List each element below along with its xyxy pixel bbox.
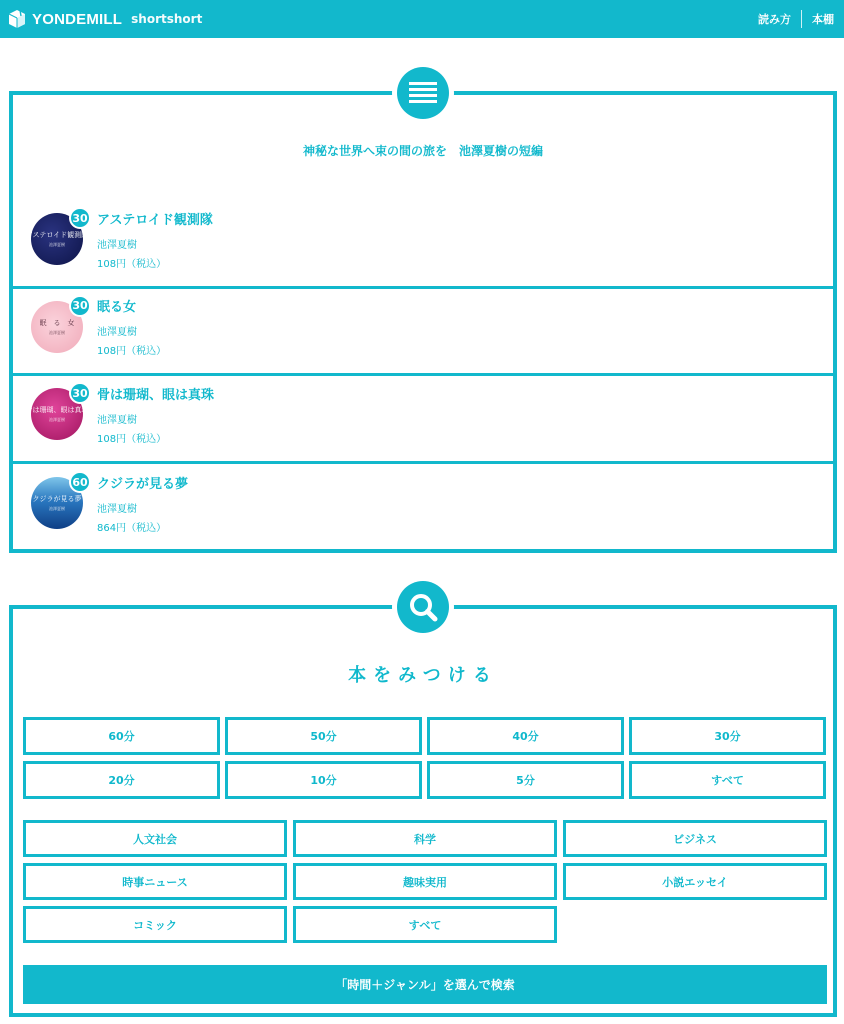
book-item[interactable] [13,464,833,552]
logo-text: YONDEMILL [32,10,123,28]
search-button[interactable]: 「時間＋ジャンル」を選んで検索 [23,965,827,1004]
genre-option-business[interactable]: ビジネス [563,820,827,857]
cover-title-text: クジラが見る夢 [32,495,82,504]
site-logo[interactable] [8,9,202,29]
genre-option-fiction-essay[interactable]: 小説エッセイ [563,863,827,900]
book-price: 108円（税込） [97,433,167,445]
time-option-30[interactable]: 30分 [629,717,826,755]
book-info [97,209,213,270]
nav-how-to-read[interactable]: 読み方 [758,13,791,26]
book-price: 108円（税込） [97,346,167,358]
find-books-panel [9,605,837,1017]
genre-filter-grid [23,820,827,943]
header-nav [748,10,836,28]
genre-option-news[interactable]: 時事ニュース [23,863,287,900]
minutes-badge: 60 [69,471,91,493]
search-icon [397,581,449,633]
book-title[interactable]: アステロイド観測隊 [97,212,213,228]
logo-subtitle: shortshort [131,12,203,26]
menu-lines-icon [397,67,449,119]
genre-option-comic[interactable]: コミック [23,906,287,943]
book-cube-icon [8,9,26,29]
cover-title-text: アステロイド観測隊 [25,231,89,240]
book-info [97,296,166,357]
book-title[interactable]: 骨は珊瑚、眼は真珠 [97,387,215,403]
book-cover[interactable] [31,475,88,531]
collection-panel [9,91,837,553]
book-cover[interactable] [25,386,89,442]
cover-author-text: 池澤夏樹 [49,417,65,423]
nav-bookshelf[interactable]: 本棚 [812,13,834,26]
book-item[interactable] [13,289,833,377]
minutes-badge: 30 [69,382,91,404]
book-price: 864円（税込） [97,522,167,534]
time-option-20[interactable]: 20分 [23,761,220,799]
time-option-all[interactable]: すべて [629,761,826,799]
book-info [97,384,214,445]
book-author: 池澤夏樹 [97,414,137,426]
book-author: 池澤夏樹 [97,327,137,339]
book-cover[interactable] [31,299,88,355]
top-header [0,0,844,38]
book-item[interactable] [13,376,833,464]
book-author: 池澤夏樹 [97,239,137,251]
time-option-5[interactable]: 5分 [427,761,624,799]
cover-author-text: 池澤夏樹 [49,329,65,335]
book-list [13,201,833,551]
collection-title: 神秘な世界へ束の間の旅を 池澤夏樹の短編 [302,144,543,158]
genre-option-science[interactable]: 科学 [293,820,557,857]
book-cover[interactable] [25,211,89,267]
time-option-40[interactable]: 40分 [427,717,624,755]
cover-author-text: 池澤夏樹 [49,242,65,248]
book-title[interactable]: クジラが見る夢 [97,476,189,492]
book-author: 池澤夏樹 [97,503,137,515]
book-title[interactable]: 眠る女 [97,300,137,316]
cover-title-text: 眠 る 女 [39,318,75,327]
time-option-60[interactable]: 60分 [23,717,220,755]
book-price: 108円（税込） [97,258,167,270]
book-item[interactable] [13,201,833,289]
genre-option-all[interactable]: すべて [293,906,557,943]
minutes-badge: 30 [69,295,91,317]
time-option-10[interactable]: 10分 [225,761,422,799]
time-filter-grid [23,717,827,799]
find-title: 本をみつける [348,665,498,686]
time-option-50[interactable]: 50分 [225,717,422,755]
genre-option-humanities[interactable]: 人文社会 [23,820,287,857]
book-info [97,473,188,534]
cover-title-text: 骨は珊瑚、眼は真珠 [25,406,89,415]
cover-author-text: 池澤夏樹 [49,506,65,512]
minutes-badge: 30 [69,207,91,229]
genre-option-hobby[interactable]: 趣味実用 [293,863,557,900]
